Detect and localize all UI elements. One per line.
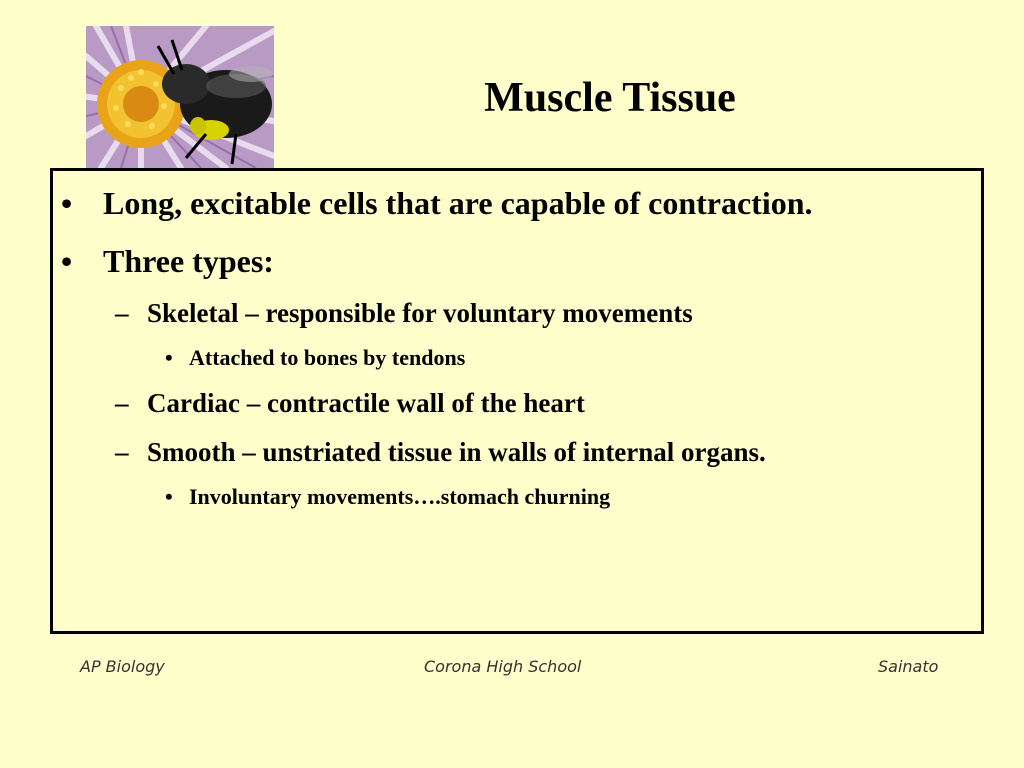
bullet-text: Three types: <box>103 243 274 279</box>
sub-sub-bullet-text: Involuntary movements….stomach churning <box>189 484 611 509</box>
dash-marker: – <box>115 388 129 418</box>
footer-left: AP Biology <box>80 657 165 676</box>
bullet-text: Long, excitable cells that are capable of contraction. <box>103 185 813 221</box>
footer-right: Sainato <box>878 657 939 676</box>
sub-bullet-text: Smooth – unstriated tissue in walls of internal organs. <box>147 437 766 467</box>
bullet-marker: • <box>61 185 73 221</box>
footer-center: Corona High School <box>424 657 582 676</box>
slide-title: Muscle Tissue <box>484 75 736 121</box>
bullet-marker: • <box>165 484 173 509</box>
sub-bullet-text: Skeletal – responsible for voluntary movements <box>147 298 693 328</box>
dash-marker: – <box>115 437 129 467</box>
bullet-marker: • <box>61 243 73 279</box>
sub-sub-bullet-text: Attached to bones by tendons <box>189 345 466 370</box>
bee-flower-image <box>86 26 274 168</box>
content-box <box>50 168 984 634</box>
bullet-marker: • <box>165 345 173 370</box>
sub-bullet-text: Cardiac – contractile wall of the heart <box>147 388 585 418</box>
dash-marker: – <box>115 298 129 328</box>
